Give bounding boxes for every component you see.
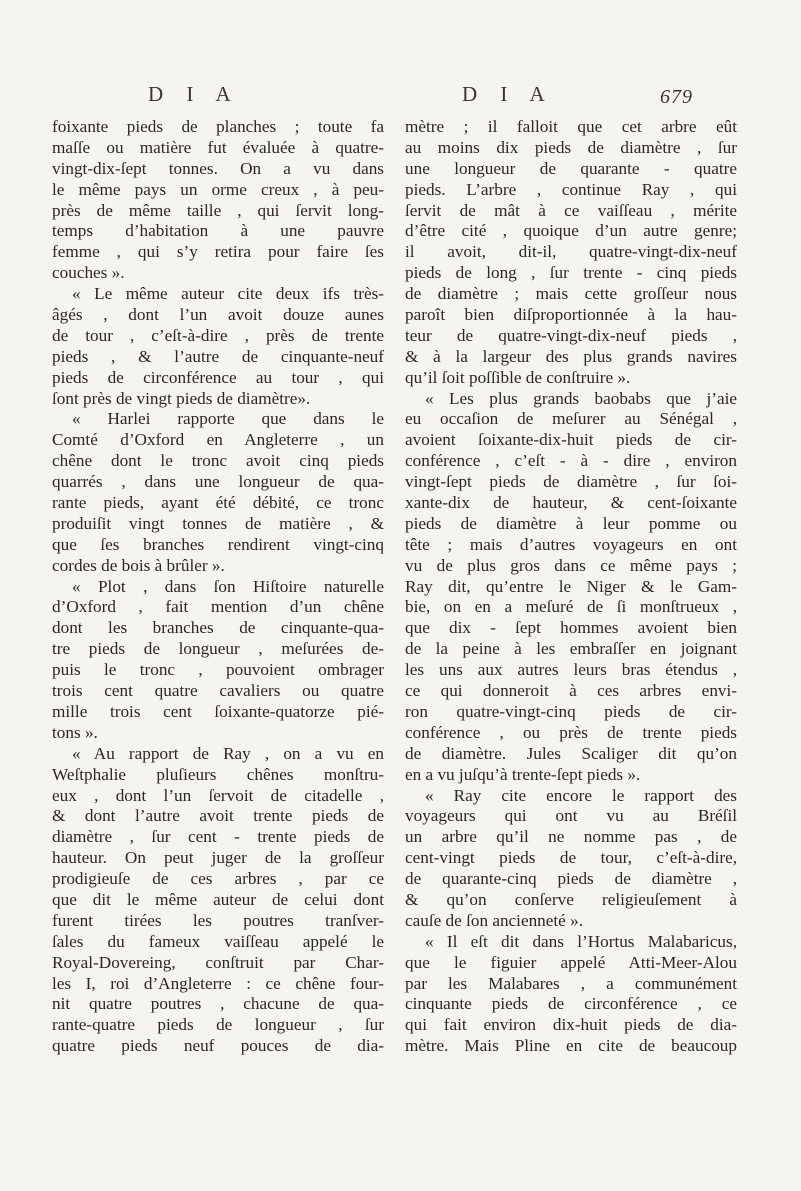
text-line: en a vu juſqu’à trente-ſept pieds ». — [405, 764, 641, 784]
text-line: hauteur. On peut juger de la groſſeur — [52, 848, 384, 868]
text-line: le même pays un orme creux , à peu- — [52, 179, 384, 199]
text-line: par les Malabares , a communément — [405, 973, 737, 993]
text-line: au moins dix pieds de diamètre , ſur — [405, 137, 737, 157]
text-line: que le figuier appelé Atti-Meer-Alou — [405, 952, 737, 972]
text-line: eu occaſion de meſurer au Sénégal , — [405, 409, 737, 429]
text-line: « Ray cite encore le rapport des — [425, 785, 737, 805]
text-line: nit quatre poutres , chacune de qua- — [52, 994, 384, 1014]
text-line: couches ». — [52, 263, 125, 283]
text-line: il avoit, dit-il, quatre-vingt-dix-neuf — [405, 242, 737, 262]
text-line: de la peine à les embraſſer en joignant — [405, 639, 737, 659]
text-line: temps d’habitation à une pauvre — [52, 221, 384, 241]
text-line: femme , qui s’y retira pour faire ſes — [52, 242, 384, 262]
text-line: qu’il ſoit poſſible de conſtruire ». — [405, 367, 631, 387]
text-line: trois cent quatre cavaliers ou quatre — [52, 681, 384, 701]
text-line: puis le tronc , pouvoient ombrager — [52, 660, 384, 680]
text-line: produiſit vingt tonnes de matière , & — [52, 513, 384, 533]
text-line: ſales du fameux vaiſſeau appelé le — [52, 931, 384, 951]
text-line: conférence , ou près de trente pieds — [405, 722, 737, 742]
text-line: près de même taille , qui ſervit long- — [52, 200, 384, 220]
right-text-column — [405, 117, 737, 1057]
text-line: « Au rapport de Ray , on a vu en — [72, 743, 384, 763]
text-line: d’être cité , quoique d’un autre genre; — [405, 221, 737, 241]
text-line: tête ; mais d’autres voyageurs en ont — [405, 534, 737, 554]
text-line: vingt-ſept pieds de diamètre , ſur ſoi- — [405, 472, 737, 492]
text-line: foixante pieds de planches ; toute fa — [52, 117, 384, 136]
text-line: mètre. Mais Pline en cite de beaucoup — [405, 1036, 737, 1056]
text-line: qui fait environ dix-huit pieds de dia- — [405, 1015, 737, 1035]
text-line: paroît bien diſproportionnée à la hau- — [405, 305, 737, 325]
text-line: bie, on en a meſuré de ſi monſtrueux , — [405, 597, 737, 617]
text-line: d’Oxford , fait mention d’un chêne — [52, 597, 384, 617]
text-line: voyageurs qui ont vu au Bréſil — [405, 806, 737, 826]
text-line: que dix - ſept hommes avoient bien — [405, 618, 737, 638]
text-line: Royal-Dovereing, conſtruit par Char- — [52, 952, 384, 972]
text-line: vingt-dix-ſept tonnes. On a vu dans — [52, 158, 384, 178]
text-line: quatre pieds neuf pouces de dia- — [52, 1036, 384, 1056]
text-line: cauſe de ſon ancienneté ». — [405, 910, 583, 930]
text-line: pieds de circonférence au tour , qui — [52, 367, 384, 387]
text-line: conférence , c’eſt - à - dire , environ — [405, 451, 737, 471]
text-line: avoient ſoixante-dix-huit pieds de cir- — [405, 430, 737, 450]
text-line: xante-dix de hauteur, & cent-ſoixante — [405, 493, 737, 513]
text-line: cinquante pieds de circonférence , ce — [405, 994, 737, 1014]
text-line: un arbre qu’il ne nomme pas , de — [405, 827, 737, 847]
left-text-column — [52, 117, 384, 1057]
text-line: & dont l’autre avoit trente pieds de — [52, 806, 384, 826]
text-line: que ſes branches rendirent vingt-cinq — [52, 534, 384, 554]
text-line: âgés , dont l’un avoit douze aunes — [52, 305, 384, 325]
text-line: diamètre , ſur cent - trente pieds de — [52, 827, 384, 847]
text-line: les I, roi d’Angleterre : ce chêne four- — [52, 973, 384, 993]
page-number: 679 — [660, 86, 693, 108]
text-line: quarrés , dans une longueur de qua- — [52, 472, 384, 492]
text-line: prodigieuſe de ces arbres , par ce — [52, 869, 384, 889]
text-line: tre pieds de longueur , meſurées de- — [52, 639, 384, 659]
text-line: de diamètre ; mais cette groſſeur nous — [405, 284, 737, 304]
text-line: de quarante-cinq pieds de diamètre , — [405, 869, 737, 889]
text-line: chêne dont le tronc avoit cinq pieds — [52, 451, 384, 471]
text-line: pieds de diamètre à leur pomme ou — [405, 513, 737, 533]
text-line: teur de quatre-vingt-dix-neuf pieds , — [405, 325, 737, 345]
text-line: vu de plus gros dans ce même pays ; — [405, 555, 737, 575]
text-line: « Le même auteur cite deux ifs très- — [72, 284, 384, 304]
text-line: eux , dont l’un ſervoit de citadelle , — [52, 785, 384, 805]
running-head-right: D I A — [462, 82, 554, 106]
text-line: de tour , c’eſt-à-dire , près de trente — [52, 325, 384, 345]
text-line: ſont près de vingt pieds de diamètre». — [52, 388, 311, 408]
text-line: cent-vingt pieds de tour, c’eſt-à-dire, — [405, 848, 737, 868]
text-line: ce qui donneroit à ces arbres envi- — [405, 681, 737, 701]
text-line: pieds de long , ſur trente - cinq pieds — [405, 263, 737, 283]
text-line: de diamètre. Jules Scaliger dit qu’on — [405, 743, 737, 763]
text-line: « Les plus grands baobabs que j’aie — [425, 388, 737, 408]
text-line: Ray dit, qu’entre le Niger & le Gam- — [405, 576, 737, 596]
text-line: cordes de bois à brûler ». — [52, 555, 225, 575]
text-line: pieds. L’arbre , continue Ray , qui — [405, 179, 737, 199]
text-line: mètre ; il falloit que cet arbre eût — [405, 117, 737, 136]
text-line: « Il eſt dit dans l’Hortus Malabaricus, — [425, 931, 737, 951]
text-line: tons ». — [52, 722, 98, 742]
text-line: rante pieds, ayant été débité, ce tronc — [52, 493, 384, 513]
text-line: ſervit de mât à ce vaiſſeau , mérite — [405, 200, 737, 220]
text-line: Weſtphalie pluſieurs chênes monſtru- — [52, 764, 384, 784]
text-line: les uns aux autres leurs bras étendus , — [405, 660, 737, 680]
text-line: rante-quatre pieds de longueur , ſur — [52, 1015, 384, 1035]
text-line: mille trois cent ſoixante-quatorze pié- — [52, 701, 384, 721]
text-line: « Harlei rapporte que dans le — [72, 409, 384, 429]
text-line: Comté d’Oxford en Angleterre , un — [52, 430, 384, 450]
text-line: que dit le même auteur de celui dont — [52, 889, 384, 909]
text-line: maſſe ou matière fut évaluée à quatre- — [52, 137, 384, 157]
text-line: dont les branches de cinquante-qua- — [52, 618, 384, 638]
text-line: & à la largeur des plus grands navires — [405, 346, 737, 366]
text-line: ron quatre-vingt-cinq pieds de cir- — [405, 701, 737, 721]
text-line: une longueur de quarante - quatre — [405, 158, 737, 178]
text-line: & qu’on conſerve religieuſement à — [405, 889, 737, 909]
running-head-left: D I A — [148, 82, 240, 106]
text-line: furent tirées les poutres tranſver- — [52, 910, 384, 930]
text-line: pieds , & l’autre de cinquante-neuf — [52, 346, 384, 366]
text-line: « Plot , dans ſon Hiſtoire naturelle — [72, 576, 384, 596]
